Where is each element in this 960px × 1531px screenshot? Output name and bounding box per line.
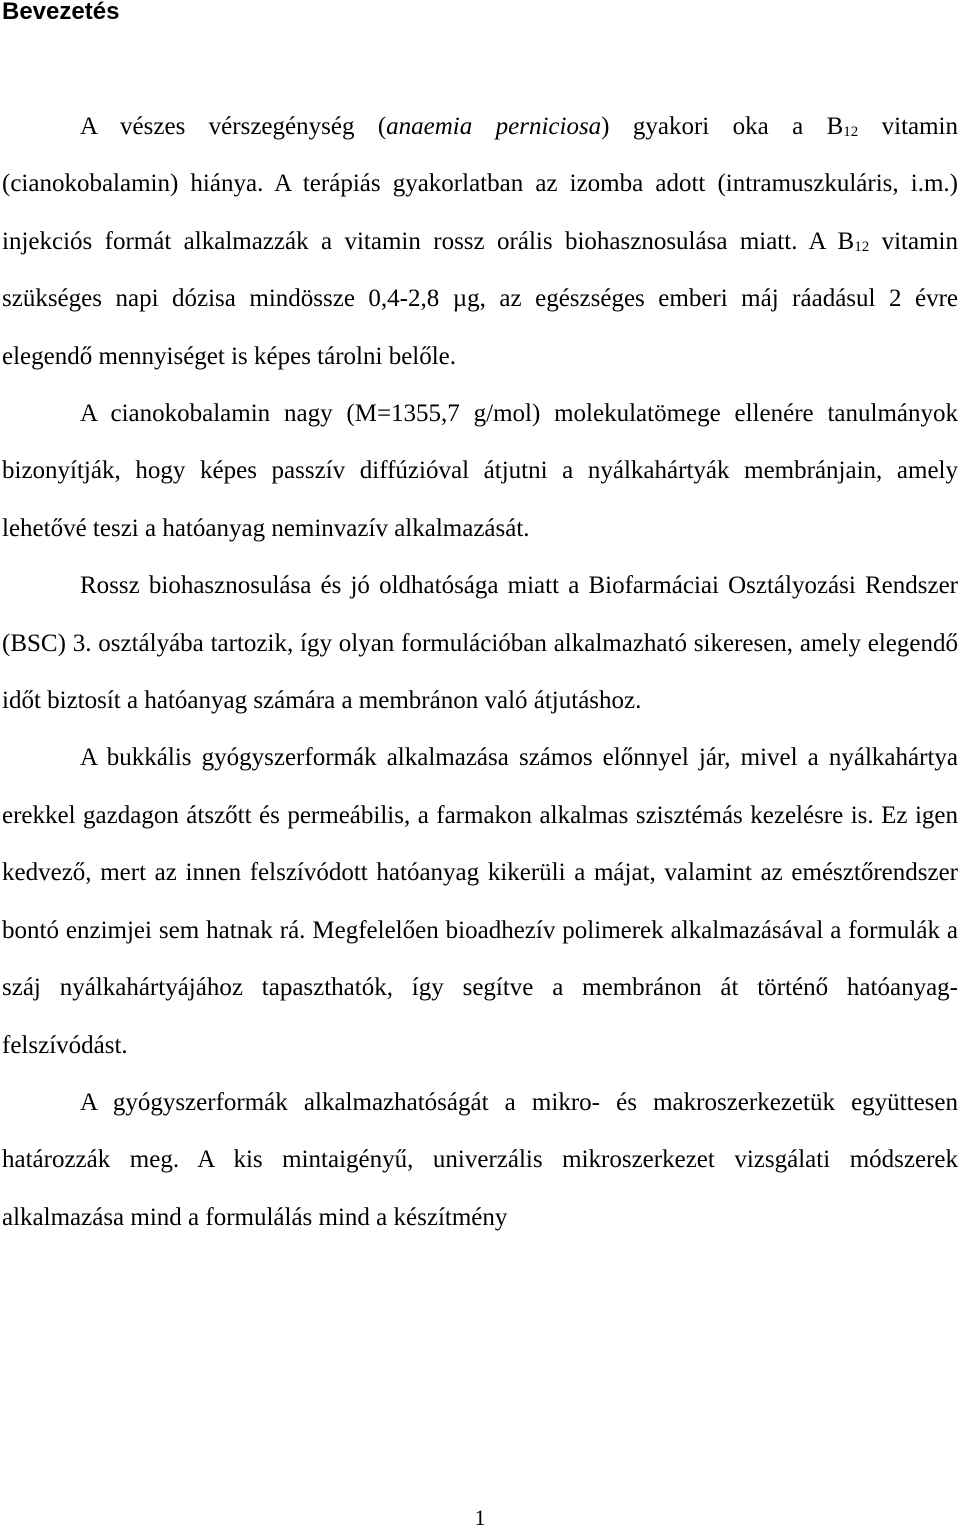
paragraph-5: A gyógyszerformák alkalmazhatóságát a mikro- és makroszerkezetük együttesen határozzák meg. A kis mintaigényű, univerzális mikroszerkezet vizsgálati módszerek alkalmazása mind a formulálás mind a készítmény xyxy=(2,1088,958,1231)
text-span: vitamin szükséges napi dózisa mindössze 0,4-2,8 µg, az egészséges emberi máj ráadásul 2 évre elegendő mennyiséget is képes tárolni belőle. xyxy=(2,227,958,370)
paragraph-3: Rossz biohasznosulása és jó oldhatósága miatt a Biofarmáciai Osztályozási Rendszer (BSC) 3. osztályába tartozik, így olyan formulációban alkalmazható sikeresen, amely elegendő időt biztosít a hatóanyag számára a membránon való átjutáshoz. xyxy=(2,572,958,715)
body-text xyxy=(2,98,958,1246)
paragraph-4: A bukkális gyógyszerformák alkalmazása számos előnnyel jár, mivel a nyálkahártya erekkel gazdagon átszőtt és permeábilis, a farmakon alkalmas szisztémás kezelésre is. Ez igen kedvező, mert az innen felszívódott hatóanyag kikerüli a májat, valamint az emésztőrendszer bontó enzimjei sem hatnak rá. Megfelelően bioadhezív polimerek alkalmazásával a formulák a száj nyálkahártyájához tapaszthatók, így segítve a membránon át történő hatóanyag-felszívódást. xyxy=(2,744,958,1059)
text-span: ) gyakori oka a B xyxy=(601,113,844,140)
paragraph-2: A cianokobalamin nagy (M=1355,7 g/mol) molekulatömege ellenére tanulmányok bizonyítják, hogy képes passzív diffúzióval átjutni a nyálkahártyák membránjain, amely lehetővé teszi a hatóanyag neminvazív alkalmazását. xyxy=(2,400,958,542)
subscript: 12 xyxy=(854,238,870,255)
section-heading: Bevezetés xyxy=(2,0,120,25)
text-span: vitamin (cianokobalamin) hiánya. A terápiás gyakorlatban az izomba adott (intramuszkuláris, i.m.) injekciós formát alkalmazzák a vitamin rossz orális biohasznosulása miatt. A B xyxy=(2,113,959,255)
latin-term: anaemia perniciosa xyxy=(386,113,602,140)
page-number: 1 xyxy=(474,1505,486,1530)
paragraph-1 xyxy=(2,98,958,385)
subscript: 12 xyxy=(843,124,859,140)
text-span: A vészes vérszegénység ( xyxy=(80,113,387,140)
